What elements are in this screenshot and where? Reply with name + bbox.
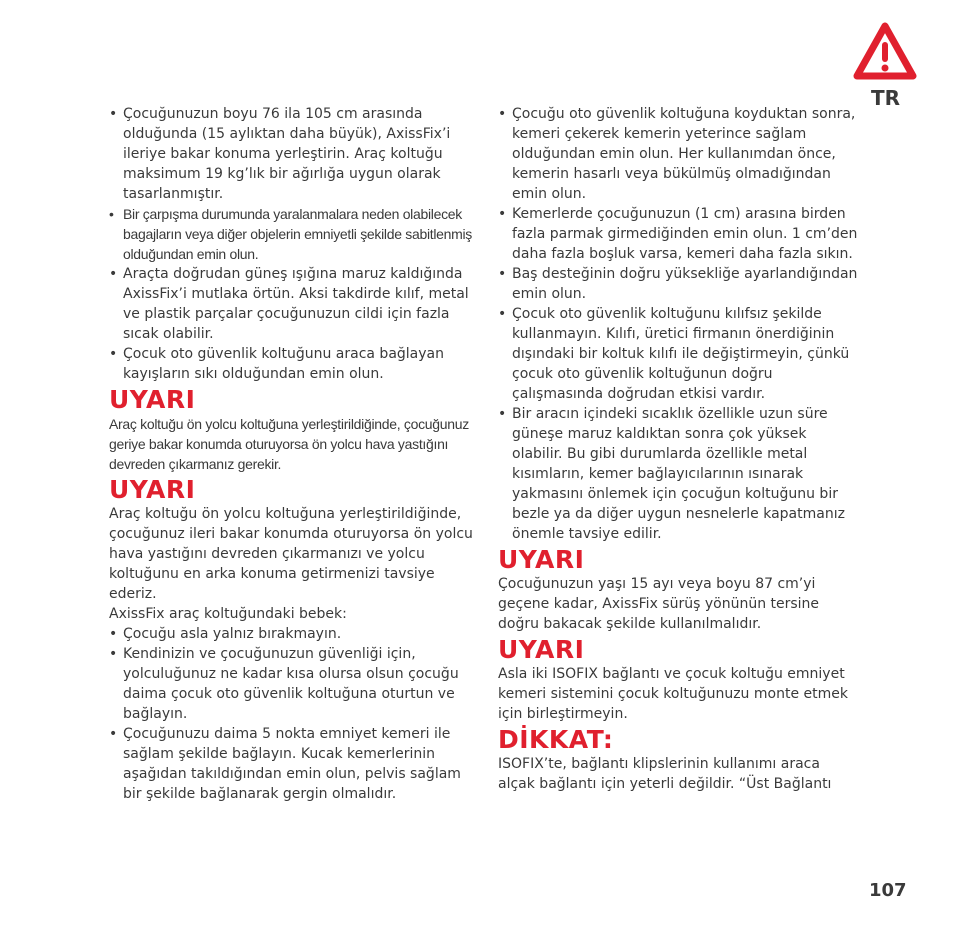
caution-text: ISOFIX’te, bağlantı klipslerinin kullanımı araca alçak bağlantı için yeterli değildir. “Üst Bağlantı (498, 756, 832, 792)
warning-text: Asla iki ISOFIX bağlantı ve çocuk koltuğu emniyet kemeri sistemini çocuk koltuğunuzu monte etmek için birleştirmeyin. (498, 666, 848, 722)
warning-heading: UYARI (109, 385, 196, 414)
list-item: • Çocuğu asla yalnız bırakmayın. (109, 624, 481, 644)
warning-heading: UYARI (498, 635, 585, 664)
list-item: • Baş desteğinin doğru yüksekliğe ayarlandığından emin olun. (498, 264, 860, 304)
bullet-list-right (498, 104, 860, 544)
baby-intro-text: AxissFix araç koltuğundaki bebek: (109, 606, 347, 622)
list-item: • Kemerlerde çocuğunuzun (1 cm) arasına birden fazla parmak girmediğinden emin olun. 1 cm’den daha fazla boşluk varsa, kemeri daha fazla sıkın. (498, 204, 860, 264)
list-item: • Çocuğunuzu daima 5 nokta emniyet kemeri ile sağlam şekilde bağlayın. Kucak kemerlerinin aşağıdan takıldığından emin olun, pelvis sağlam bir şekilde bağlanarak gergin olmalıdır. (109, 724, 481, 804)
list-item: • Çocuğu oto güvenlik koltuğuna koyduktan sonra, kemeri çekerek kemerin yeterince sağlam olduğundan emin olun. Her kullanımdan önce, kemerin hasarlı veya bükülmüş olmadığından emin olun. (498, 104, 860, 204)
list-item: • Çocuk oto güvenlik koltuğunu kılıfsız şekilde kullanmayın. Kılıfı, üretici firmanın önerdiğinin dışındaki bir koltuk kılıfı ile değiştirmeyin, çünkü çocuk oto güvenlik koltuğunun doğru çalışmasında doğrudan etkisi vardır. (498, 304, 860, 404)
bullet-list-top (109, 104, 481, 384)
warning-text: Araç koltuğu ön yolcu koltuğuna yerleştirildiğinde, çocuğunuz geriye bakar konumda oturuyorsa ön yolcu hava yastığını devreden çıkarmanız gerekir. (109, 416, 469, 472)
page-number: 107 (869, 880, 907, 901)
list-item: • Kendinizin ve çocuğunuzun güvenliği için, yolculuğunuz ne kadar kısa olursa olsun çocuğu daima çocuk oto güvenlik koltuğuna oturtun ve bağlayın. (109, 644, 481, 724)
warning-heading: UYARI (109, 475, 196, 504)
list-item: • Çocuğunuzun boyu 76 ila 105 cm arasında olduğunda (15 aylıktan daha büyük), AxissFix’i ileriye bakar konuma yerleştirin. Araç koltuğu maksimum 19 kg’lık bir ağırlığa uygun olarak tasarlanmıştır. (109, 104, 481, 204)
bullet-list-bottom (109, 624, 481, 804)
warning-heading: UYARI (498, 545, 585, 574)
caution-heading: DİKKAT: (498, 725, 614, 754)
right-column (498, 104, 860, 794)
warning-text: Çocuğunuzun yaşı 15 ayı veya boyu 87 cm’yi geçene kadar, AxissFix sürüş yönünün tersine doğru bakacak şekilde kullanılmalıdır. (498, 576, 820, 632)
warning-triangle-icon (853, 22, 917, 82)
list-item: • Araçta doğrudan güneş ışığına maruz kaldığında AxissFix’i mutlaka örtün. Aksi takdirde kılıf, metal ve plastik parçalar çocuğunuzun cildi için fazla sıcak olabilir. (109, 264, 481, 344)
language-label: TR (871, 86, 901, 110)
left-column (109, 104, 481, 804)
list-item: • Bir çarpışma durumunda yaralanmalara neden olabilecek bagajların veya diğer objelerin emniyetli şekilde sabitlenmiş olduğundan emin olun. (109, 204, 481, 264)
list-item: • Çocuk oto güvenlik koltuğunu araca bağlayan kayışların sıkı olduğundan emin olun. (109, 344, 481, 384)
warning-text: Araç koltuğu ön yolcu koltuğuna yerleştirildiğinde, çocuğunuz ileri bakar konumda oturuyorsa ön yolcu hava yastığını devreden çıkarmanızı ve yolcu koltuğunu en arka konuma getirmenizi tavsiye ederiz. (109, 506, 473, 602)
list-item: • Bir aracın içindeki sıcaklık özellikle uzun süre güneşe maruz kaldıktan sonra çok yüksek olabilir. Bu gibi durumlarda özellikle metal kısımların, kemer bağlayıcılarının ısınarak yakmasını önlemek için çocuğun koltuğunu bir bezle ya da diğer uygun nesnelerle kapatmanız önemle tavsiye edilir. (498, 404, 860, 544)
